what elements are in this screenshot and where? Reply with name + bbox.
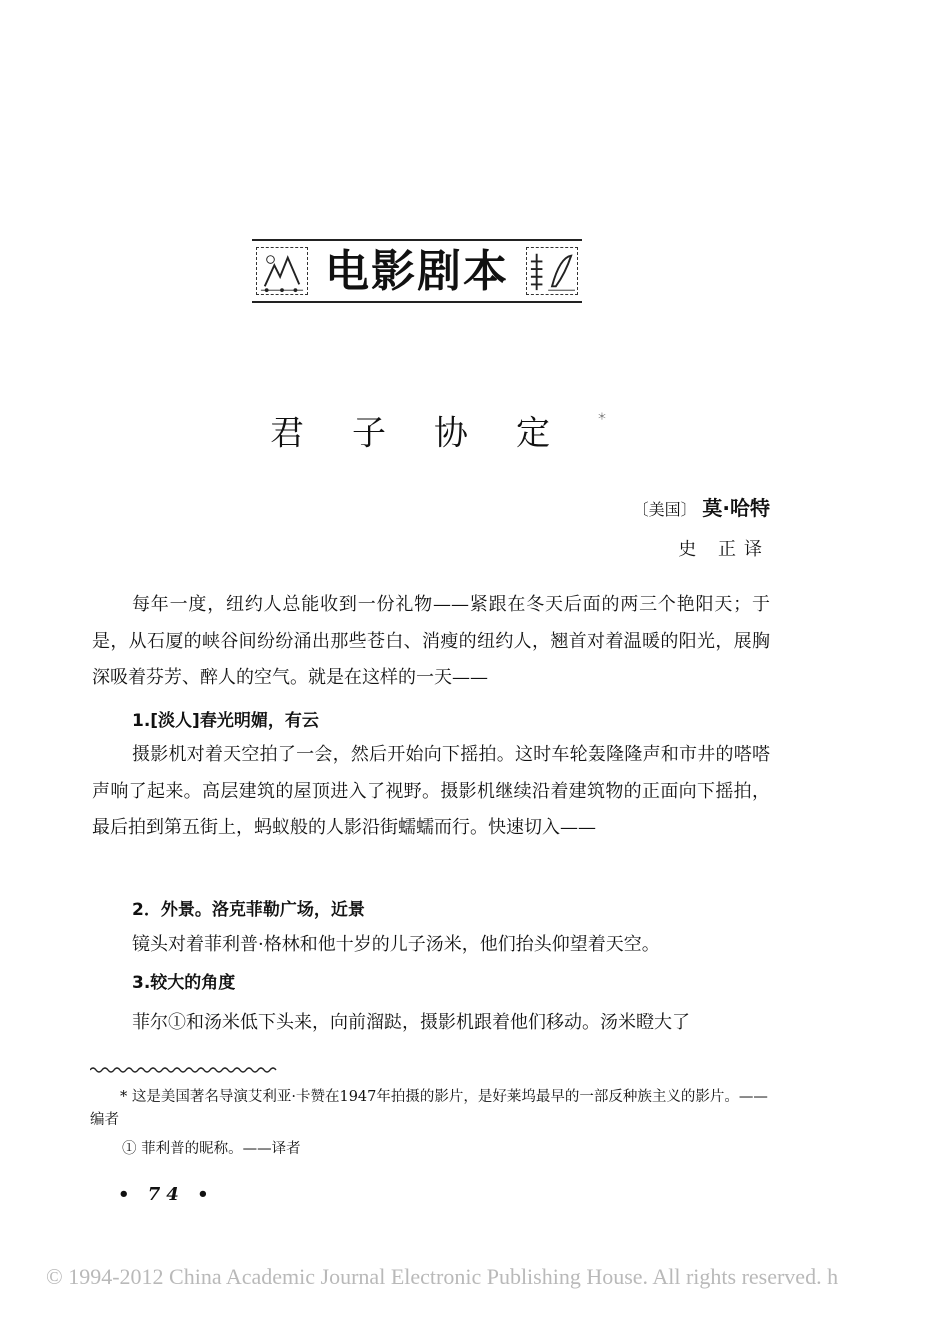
- scene-2-text: 镜头对着菲利普·格林和他十岁的儿子汤米，他们抬头仰望着天空。: [132, 934, 660, 955]
- scene-1-heading: 1.[淡人]春光明媚，有云: [132, 711, 319, 731]
- copyright-watermark: © 1994-2012 China Academic Journal Electronic Publishing House. All rights reserved. h: [46, 1264, 839, 1289]
- author-name: 莫·哈特: [702, 496, 770, 520]
- author-country: 〔美国〕: [632, 500, 697, 519]
- section-title: 电影剧本: [325, 246, 509, 297]
- section-banner: [252, 239, 582, 303]
- scene-2-heading: 2．外景。洛克菲勒广场，近景: [132, 900, 365, 920]
- scene-3-heading: 3.较大的角度: [132, 973, 236, 993]
- scene-3-text: 菲尔①和汤米低下头来，向前溜跶，摄影机跟着他们移动。汤米瞪大了: [132, 1012, 690, 1033]
- title-footnote-mark: *: [598, 409, 606, 428]
- intro-paragraph: 每年一度，纽约人总能收到一份礼物——紧跟在冬天后面的两三个艳阳天；于是，从石厦的峡谷间纷纷涌出那些苍白、消瘦的纽约人，翘首对着温暖的阳光，展胸深吸着芬芳、醉人的空气。就是在这样的一天——: [92, 594, 770, 688]
- author-byline: [633, 495, 770, 523]
- decorative-plant-icon: [526, 247, 578, 295]
- page-number: • 74 •: [118, 1184, 215, 1205]
- scene-1-text: 摄影机对着天空拍了一会，然后开始向下摇拍。这时车轮轰隆隆声和市井的嗒嗒声响了起来。高层建筑的屋顶进入了视野。摄影机继续沿着建筑物的正面向下摇拍，最后拍到第五街上，蚂蚁般的人影沿街蠕蠕而行。快速切入——: [92, 744, 770, 838]
- footnote-1: ① 菲利普的昵称。——译者: [122, 1141, 301, 1157]
- footnote-separator: [90, 1066, 280, 1074]
- translator: 史 正译: [678, 539, 770, 560]
- article-title: 君子协定*: [270, 409, 606, 454]
- footnote-star: * 这是美国著名导演艾利亚·卡赞在1947年拍摄的影片，是好莱坞最早的一部反种族主义的影片。——编者: [90, 1089, 768, 1128]
- decorative-flower-icon: [256, 247, 308, 295]
